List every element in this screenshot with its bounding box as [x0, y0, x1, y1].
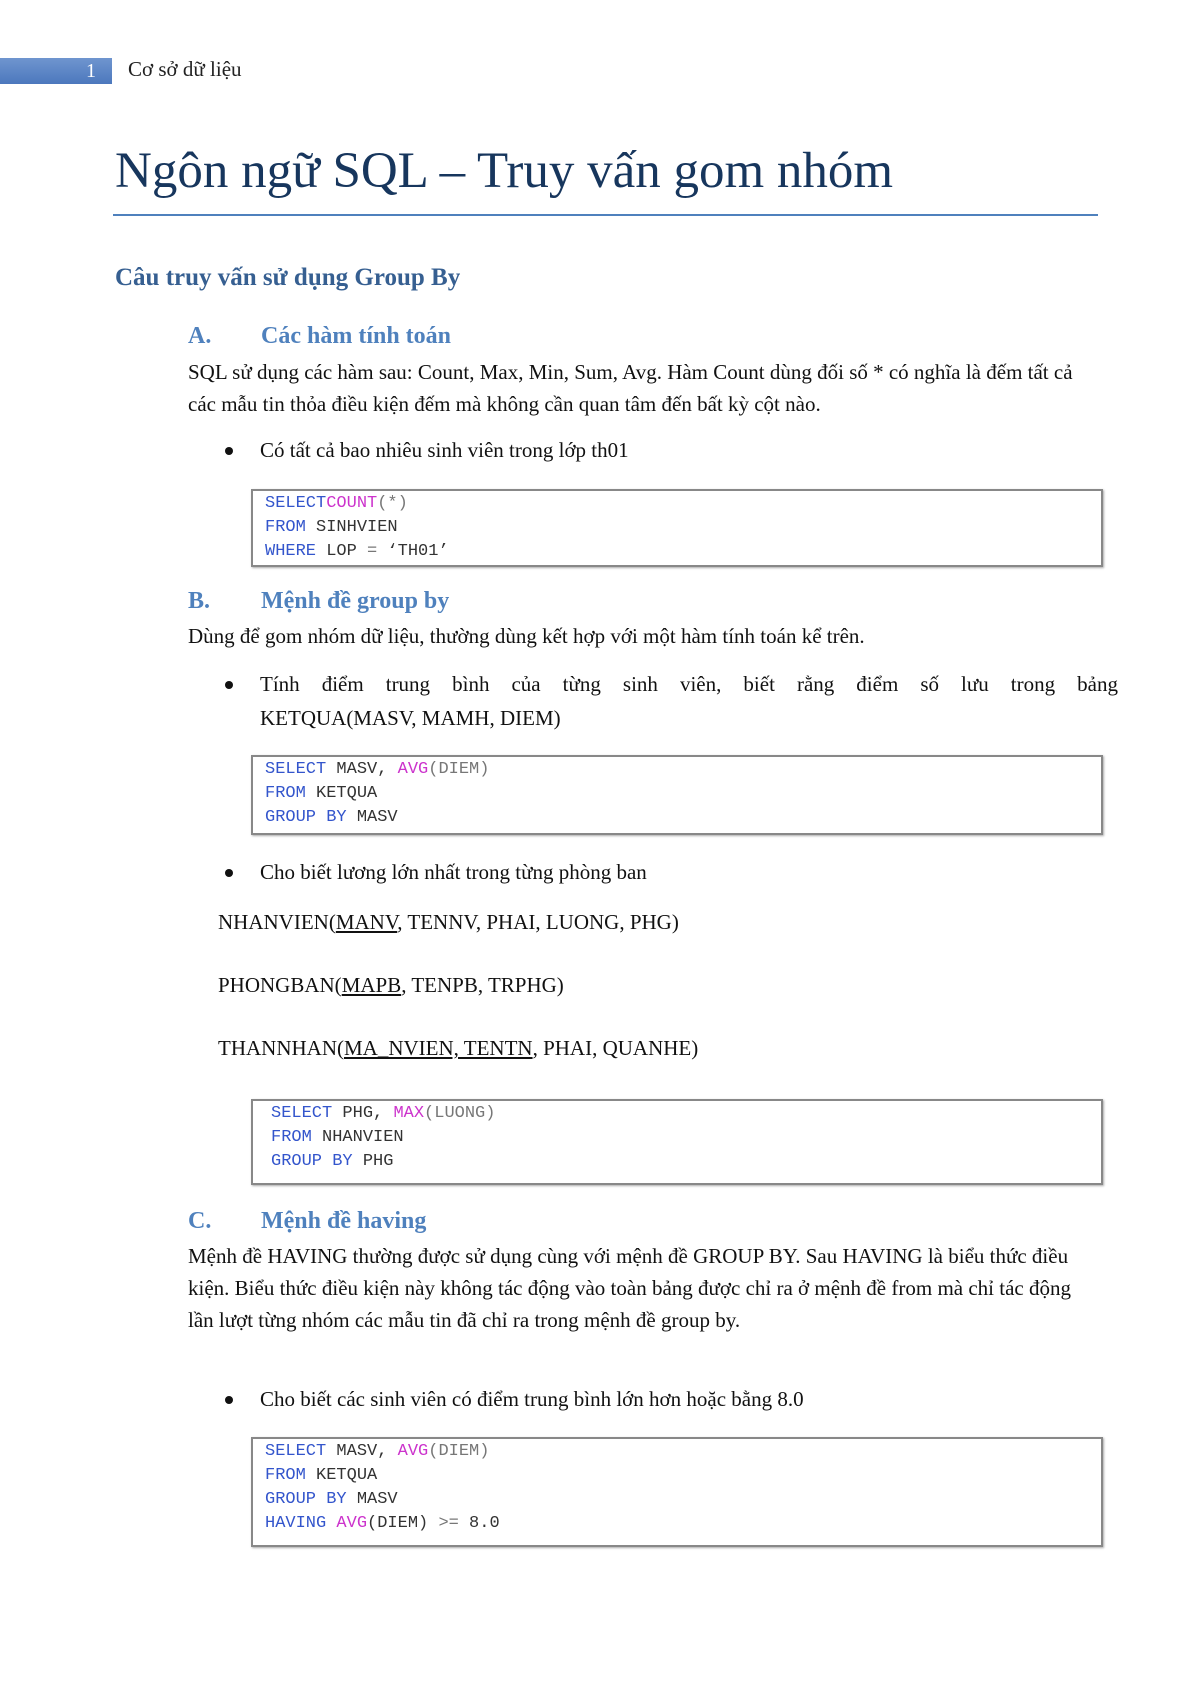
bullet-text: KETQUA(MASV, MAMH, DIEM)	[260, 706, 561, 730]
code-block-avg	[251, 755, 1103, 835]
bullet-dot-icon	[225, 681, 233, 689]
code-line: FROM NHANVIEN	[271, 1128, 404, 1147]
code-block-count	[251, 489, 1103, 567]
bullet-dot-icon	[225, 1396, 233, 1404]
running-title: Cơ sở dữ liệu	[128, 57, 242, 81]
code-line: FROM SINHVIEN	[265, 518, 398, 537]
code-line: GROUP BY MASV	[265, 1490, 398, 1509]
bullet-dot-icon	[225, 869, 233, 877]
bullet-text: Cho biết các sinh viên có điểm trung bình lớn hơn hoặc bằng 8.0	[260, 1387, 804, 1411]
code-line: GROUP BY PHG	[271, 1152, 394, 1171]
subsection-c-letter: C.	[188, 1208, 212, 1234]
schema-nhanvien: NHANVIEN(MANV, TENNV, PHAI, LUONG, PHG)	[218, 910, 679, 934]
code-line: WHERE LOP = ‘TH01’	[265, 542, 449, 561]
code-line: SELECT MASV, AVG(DIEM)	[265, 760, 490, 779]
schema-phongban: PHONGBAN(MAPB, TENPB, TRPHG)	[218, 973, 564, 997]
code-line: HAVING AVG(DIEM) >= 8.0	[265, 1514, 500, 1533]
bullet-text: Cho biết lương lớn nhất trong từng phòng ban	[260, 860, 647, 884]
code-block-having	[251, 1437, 1103, 1547]
subsection-b-letter: B.	[188, 588, 211, 614]
code-line: SELECT PHG, MAX(LUONG)	[271, 1104, 496, 1123]
section-heading: Câu truy vấn sử dụng Group By	[115, 264, 461, 291]
code-block-max	[251, 1099, 1103, 1185]
subsection-a-title: Các hàm tính toán	[261, 323, 452, 349]
subsection-c-paragraph: Mệnh đề HAVING thường được sử dụng cùng với mệnh đề GROUP BY. Sau HAVING là biểu thức điều kiện. Biểu thức điều kiện này không tác động vào toàn bảng được chỉ ra ở mệnh đề from mà chỉ tác động lần lượt từng nhóm các mẫu tin đã chỉ ra trong mệnh đề group by.	[188, 1244, 1071, 1332]
subsection-a-paragraph: SQL sử dụng các hàm sau: Count, Max, Min, Sum, Avg. Hàm Count dùng đối số * có nghĩa là đếm tất cả các mẫu tin thỏa điều kiện đếm mà không cần quan tâm đến bất kỳ cột nào.	[188, 360, 1073, 416]
document-title: Ngôn ngữ SQL – Truy vấn gom nhóm	[115, 143, 894, 199]
code-line: SELECT MASV, AVG(DIEM)	[265, 1442, 490, 1461]
code-line: FROM KETQUA	[265, 784, 378, 803]
code-line: GROUP BY MASV	[265, 808, 398, 827]
subsection-a-letter: A.	[188, 323, 212, 349]
subsection-b-paragraph: Dùng để gom nhóm dữ liệu, thường dùng kết hợp với một hàm tính toán kể trên.	[188, 624, 865, 648]
bullet-dot-icon	[225, 447, 233, 455]
page-number-badge: 1	[0, 58, 112, 84]
subsection-b-title: Mệnh đề group by	[261, 588, 450, 614]
bullet-text: Có tất cả bao nhiêu sinh viên trong lớp th01	[260, 438, 629, 462]
title-divider	[113, 214, 1098, 216]
code-line: SELECTCOUNT(*)	[265, 494, 408, 513]
schema-thannhan: THANNHAN(MA_NVIEN, TENTN, PHAI, QUANHE)	[218, 1036, 699, 1060]
subsection-c-title: Mệnh đề having	[261, 1208, 427, 1234]
code-line: FROM KETQUA	[265, 1466, 378, 1485]
bullet-text: Tính điểm trung bình của từng sinh viên, biết rằng điểm số lưu trong bảng	[260, 672, 1118, 696]
